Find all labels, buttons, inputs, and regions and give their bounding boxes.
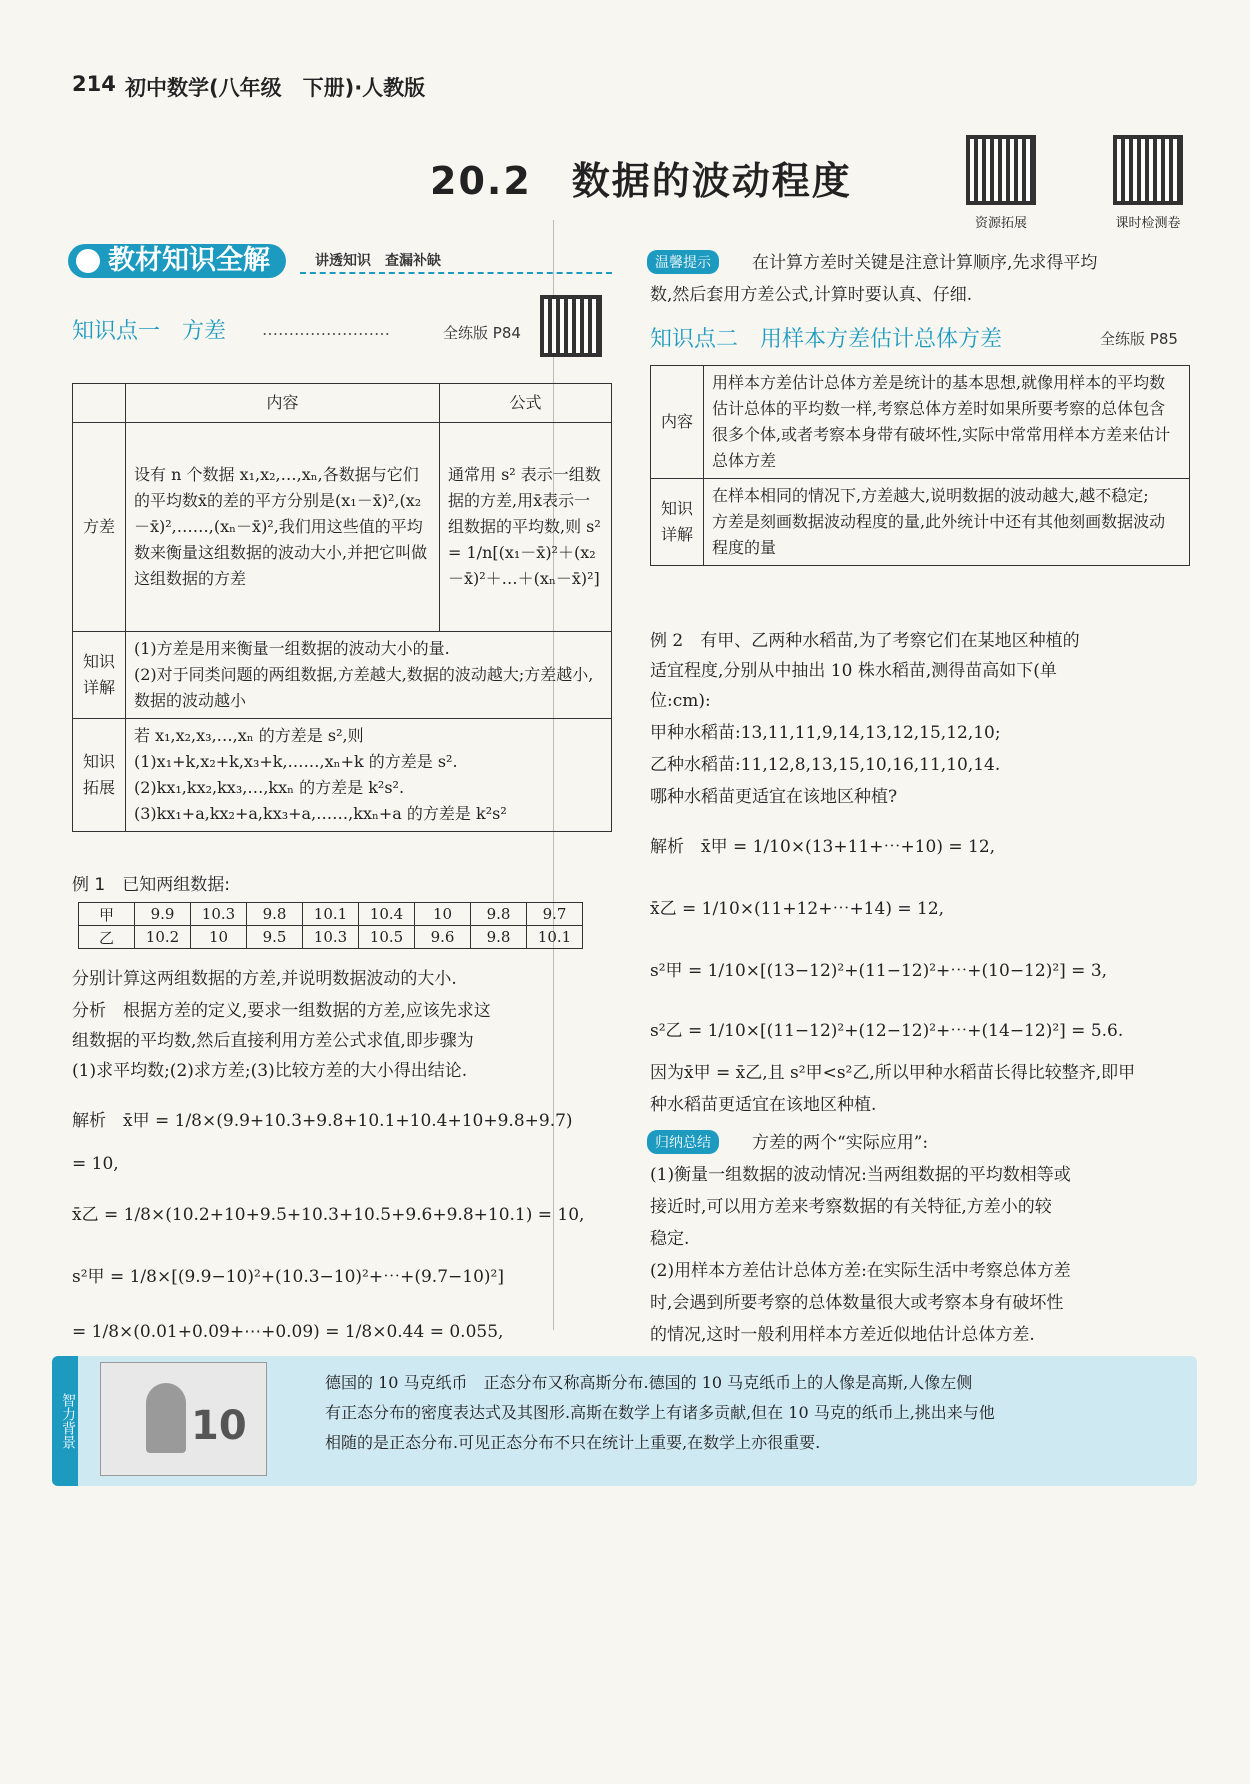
- example2-line: 甲种水稻苗:13,11,11,9,14,13,12,15,12,10;: [650, 723, 1001, 743]
- definition-cell: 设有 n 个数据 x₁,x₂,…,xₙ,各数据与它们的平均数x̄的差的平方分别是(x₁－x̄)²,(x₂－x̄)²,……,(xₙ－x̄)²,我们用这些值的平均数来衡量这组数据的波动大小,并把它叫做这组数据的方差: [126, 423, 440, 632]
- summary-line: 接近时,可以用方差来考察数据的有关特征,方差小的较: [650, 1197, 1052, 1217]
- banner-subtitle: 讲透知识 查漏补缺: [315, 253, 441, 269]
- summary-line: 的情况,这时一般利用样本方差近似地估计总体方差.: [650, 1325, 1035, 1345]
- example2-line: 例 2 有甲、乙两种水稻苗,为了考察它们在某地区种植的: [650, 631, 1080, 651]
- example2-line: 适宜程度,分别从中抽出 10 株水稻苗,测得苗高如下(单: [650, 661, 1057, 681]
- cell: 9.9: [135, 903, 191, 926]
- cell: 9.5: [247, 926, 303, 949]
- extension-line: (3)kx₁+a,kx₂+a,kx₃+a,……,kxₙ+a 的方差是 k²s²: [134, 804, 507, 823]
- summary-line: (2)用样本方差估计总体方差:在实际生活中考察总体方差: [650, 1261, 1071, 1281]
- extension-line: (2)kx₁,kx₂,kx₃,…,kxₙ 的方差是 k²s².: [134, 778, 405, 797]
- qr-code-kp1[interactable]: [540, 295, 602, 357]
- summary-line: 方差的两个“实际应用”:: [752, 1133, 929, 1153]
- table-row: [79, 903, 583, 926]
- extension-cell: [126, 719, 612, 832]
- qr-caption: 资源拓展: [974, 216, 1027, 231]
- row-head: 知识详解: [651, 479, 704, 566]
- row-head: 知识详解: [73, 632, 126, 719]
- detail-cell: [704, 479, 1190, 566]
- question-text: 分别计算这两组数据的方差,并说明数据波动的大小.: [72, 969, 457, 989]
- cell: 9.7: [527, 903, 583, 926]
- example2-line: 位:cm):: [650, 691, 711, 711]
- solution2-line: 种水稻苗更适宜在该地区种植.: [650, 1095, 877, 1115]
- book-title: 初中数学(八年级 下册)·人教版: [125, 76, 426, 100]
- formula-cell: 通常用 s² 表示一组数据的方差,用x̄表示一组数据的平均数,则 s² = 1/n[(x₁－x̄)²＋(x₂－x̄)²＋…＋(xₙ－x̄)²]: [440, 423, 612, 632]
- example2-line: 乙种水稻苗:11,12,8,13,15,10,16,11,10,14.: [650, 755, 1001, 775]
- tip-line: 在计算方差时关键是注意计算顺序,先求得平均: [752, 253, 1098, 273]
- data-table: [78, 902, 583, 949]
- background-line: 有正态分布的密度表达式及其图形.高斯在数学上有诸多贡献,但在 10 马克的纸币上,挑出来与他: [325, 1403, 995, 1422]
- detail-line: (1)方差是用来衡量一组数据的波动大小的量.: [134, 639, 450, 658]
- banner-text: 教材知识全解: [108, 245, 270, 276]
- analysis-line: 分析 根据方差的定义,要求一组数据的方差,应该先求这: [72, 1001, 491, 1021]
- solution2-line: 因为x̄甲 = x̄乙,且 s²甲<s²乙,所以甲种水稻苗长得比较整齐,即甲: [650, 1063, 1136, 1083]
- solution-line: = 10,: [72, 1154, 119, 1174]
- cell: 乙: [79, 926, 135, 949]
- dashed-rule: [300, 272, 612, 274]
- cell: 甲: [79, 903, 135, 926]
- table-row: [79, 926, 583, 949]
- banknote-image: [100, 1362, 267, 1476]
- background-line: 相随的是正态分布.可见正态分布不只在统计上重要,在数学上亦很重要.: [325, 1433, 821, 1452]
- summary-line: (1)衡量一组数据的波动情况:当两组数据的平均数相等或: [650, 1165, 1071, 1185]
- extension-line: (1)x₁+k,x₂+k,x₃+k,……,xₙ+k 的方差是 s².: [134, 752, 458, 771]
- summary-badge: 归纳总结: [647, 1130, 719, 1154]
- section-title: 20.2 数据的波动程度: [430, 159, 852, 203]
- solution-line: = 1/8×(0.01+0.09+⋯+0.09) = 1/8×0.44 = 0.055,: [72, 1322, 504, 1342]
- solution2-line: 解析 x̄甲 = 1/10×(13+11+⋯+10) = 12,: [650, 837, 996, 857]
- cell: 10: [191, 926, 247, 949]
- reference: 全练版 P85: [1100, 330, 1178, 348]
- cell: 10.4: [359, 903, 415, 926]
- cell: 10.3: [191, 903, 247, 926]
- corner-cell: [73, 384, 126, 423]
- row-head: 知识拓展: [73, 719, 126, 832]
- background-line: 德国的 10 马克纸币 正态分布又称高斯分布.德国的 10 马克纸币上的人像是高斯,人像左侧: [325, 1373, 973, 1392]
- solution2-line: s²甲 = 1/10×[(13−12)²+(11−12)²+⋯+(10−12)²] = 3,: [650, 961, 1108, 981]
- knowledge-point-title: 知识点二 用样本方差估计总体方差: [650, 327, 1003, 352]
- cell: 10.2: [135, 926, 191, 949]
- row-head: 方差: [73, 423, 126, 632]
- reference: 全练版 P84: [443, 324, 521, 342]
- cell: 9.6: [415, 926, 471, 949]
- detail-line: 在样本相同的情况下,方差越大,说明数据的波动越大,越不稳定;: [712, 486, 1149, 505]
- knowledge-point-title: 知识点一 方差: [72, 319, 227, 344]
- solution-line: 解析 x̄甲 = 1/8×(9.9+10.3+9.8+10.1+10.4+10+9.8+9.7): [72, 1111, 573, 1131]
- header-formula: 公式: [440, 384, 612, 423]
- example-title: 例 1 已知两组数据:: [72, 875, 230, 895]
- dot-leader: ……………………: [262, 320, 390, 339]
- detail-line: (2)对于同类问题的两组数据,方差越大,数据的波动越大;方差越小,数据的波动越小: [134, 665, 594, 710]
- tip-badge: 温馨提示: [647, 250, 719, 274]
- qr-caption: 课时检测卷: [1115, 216, 1181, 231]
- extension-line: 若 x₁,x₂,x₃,…,xₙ 的方差是 s²,则: [134, 726, 364, 745]
- analysis-line: 组数据的平均数,然后直接利用方差公式求值,即步骤为: [72, 1031, 474, 1051]
- header-content: 内容: [126, 384, 440, 423]
- solution2-line: s²乙 = 1/10×[(11−12)²+(12−12)²+⋯+(14−12)²] = 5.6.: [650, 1021, 1124, 1041]
- cell: 9.8: [471, 903, 527, 926]
- summary-line: 时,会遇到所要考察的总体数量很大或考察本身有破坏性: [650, 1293, 1064, 1313]
- cell: 10: [415, 903, 471, 926]
- cell: 10.1: [303, 903, 359, 926]
- cell: 9.8: [471, 926, 527, 949]
- cell: 10.5: [359, 926, 415, 949]
- bill-value: 10: [191, 1403, 247, 1449]
- detail-line: 方差是刻画数据波动程度的量,此外统计中还有其他刻画数据波动程度的量: [712, 512, 1166, 557]
- cell: 10.3: [303, 926, 359, 949]
- analysis-line: (1)求平均数;(2)求方差;(3)比较方差的大小得出结论.: [72, 1061, 468, 1081]
- solution-line: x̄乙 = 1/8×(10.2+10+9.5+10.3+10.5+9.6+9.8+10.1) = 10,: [72, 1205, 585, 1225]
- section-banner: [68, 244, 286, 278]
- tip-line: 数,然后套用方差公式,计算时要认真、仔细.: [650, 285, 973, 305]
- summary-line: 稳定.: [650, 1229, 690, 1249]
- kp2-table: [650, 365, 1190, 566]
- speaker-icon: [76, 249, 100, 273]
- content-cell: 用样本方差估计总体方差是统计的基本思想,就像用样本的平均数估计总体的平均数一样,考察总体方差时如果所要考察的总体包含很多个体,或者考察本身带有破坏性,实际中常常用样本方差来估计总体方差: [704, 366, 1190, 479]
- row-head: 内容: [651, 366, 704, 479]
- portrait-figure: [146, 1383, 186, 1453]
- solution2-line: x̄乙 = 1/10×(11+12+⋯+14) = 12,: [650, 899, 945, 919]
- side-label: 智力背景: [52, 1356, 78, 1486]
- page-number: 214: [72, 72, 116, 96]
- variance-table: [72, 383, 612, 832]
- example2-line: 哪种水稻苗更适宜在该地区种植?: [650, 787, 898, 807]
- detail-cell: [126, 632, 612, 719]
- qr-code-test[interactable]: [1113, 135, 1183, 205]
- solution-line: s²甲 = 1/8×[(9.9−10)²+(10.3−10)²+⋯+(9.7−10)²]: [72, 1267, 504, 1287]
- cell: 10.1: [527, 926, 583, 949]
- cell: 9.8: [247, 903, 303, 926]
- qr-code-resources[interactable]: [966, 135, 1036, 205]
